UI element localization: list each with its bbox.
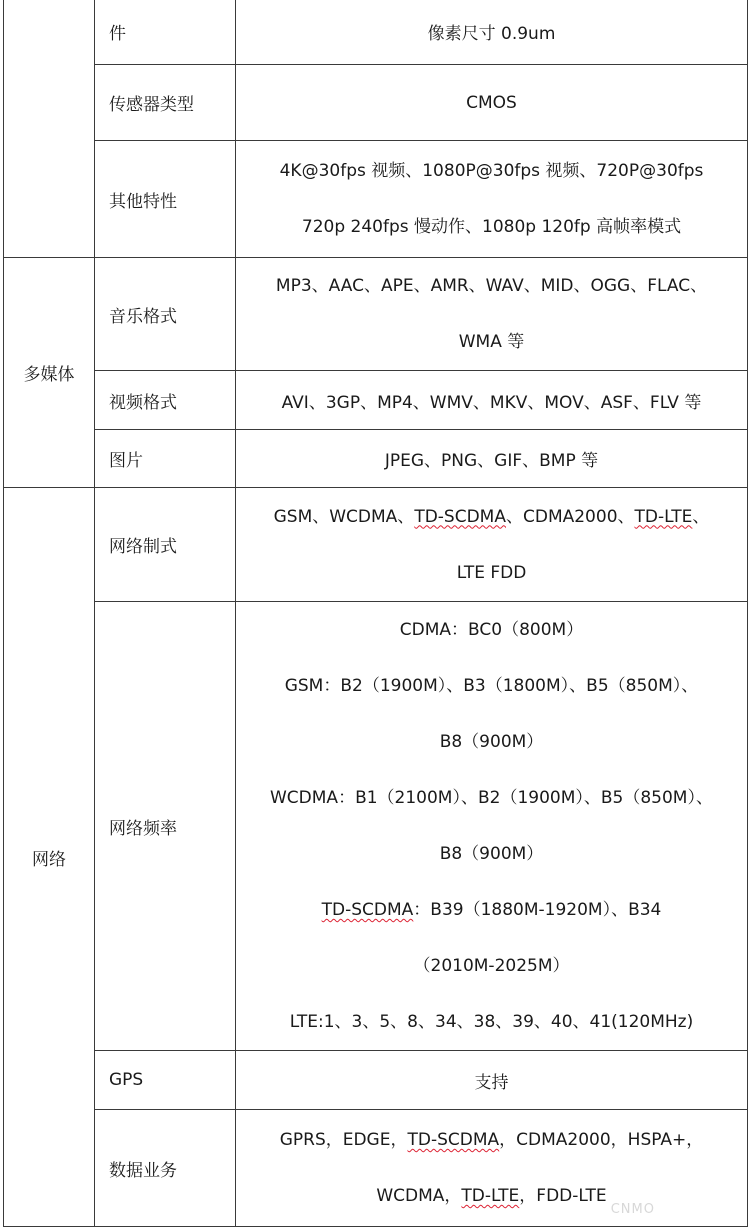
- table-row: [4, 430, 748, 488]
- row-value: 像素尺寸 0.9um: [236, 0, 748, 65]
- category-multimedia: 多媒体: [4, 258, 95, 488]
- value-line: WCDMA，TD-LTE，FDD-LTE: [376, 1186, 607, 1206]
- row-label: 件: [95, 0, 236, 65]
- row-value: 支持: [236, 1051, 748, 1110]
- value-line: CDMA：BC0（800M）: [399, 620, 584, 640]
- row-value: JPEG、PNG、GIF、BMP 等: [236, 430, 748, 488]
- value-line: LTE FDD: [456, 562, 527, 583]
- table-row: [4, 258, 748, 371]
- row-label: 其他特性: [95, 141, 236, 258]
- table-row: [4, 602, 748, 1051]
- row-label: 网络制式: [95, 488, 236, 602]
- value-line: TD-SCDMA：B39（1880M-1920M）、B34: [321, 900, 662, 920]
- table-row: [4, 0, 748, 65]
- row-label: 视频格式: [95, 371, 236, 430]
- value-line: 720p 240fps 慢动作、1080p 120fp 高帧率模式: [301, 217, 682, 237]
- value-line: B8（900M）: [439, 732, 544, 752]
- table-row: [4, 371, 748, 430]
- table-row: [4, 1051, 748, 1110]
- row-label: GPS: [95, 1051, 236, 1110]
- category-network: 网络: [4, 488, 95, 1227]
- value-line: LTE:1、3、5、8、34、38、39、40、41(120MHz): [289, 1012, 694, 1032]
- row-label: 传感器类型: [95, 65, 236, 141]
- value-line: （2010M-2025M）: [413, 956, 570, 976]
- table-row: [4, 141, 748, 258]
- spec-table: [3, 0, 748, 1227]
- value-line: WMA 等: [458, 332, 525, 352]
- row-label: 网络频率: [95, 602, 236, 1051]
- value-line: B8（900M）: [439, 844, 544, 864]
- watermark: CNMO: [610, 1202, 655, 1217]
- row-value: [236, 602, 748, 1051]
- row-value: [236, 1110, 748, 1227]
- row-label: 音乐格式: [95, 258, 236, 371]
- row-value: [236, 141, 748, 258]
- value-line: MP3、AAC、APE、AMR、WAV、MID、OGG、FLAC、: [275, 276, 708, 296]
- row-value: CMOS: [236, 65, 748, 141]
- value-line: 4K@30fps 视频、1080P@30fps 视频、720P@30fps: [279, 161, 704, 181]
- row-value: AVI、3GP、MP4、WMV、MKV、MOV、ASF、FLV 等: [236, 371, 748, 430]
- value-line: WCDMA：B1（2100M）、B2（1900M）、B5（850M）、: [270, 788, 713, 808]
- table-row: [4, 65, 748, 141]
- row-value: [236, 488, 748, 602]
- table-row: [4, 488, 748, 602]
- row-label: 图片: [95, 430, 236, 488]
- value-line: GSM、WCDMA、TD-SCDMA、CDMA2000、TD-LTE、: [273, 506, 710, 527]
- row-label: 数据业务: [95, 1110, 236, 1227]
- value-line: GPRS，EDGE，TD-SCDMA，CDMA2000，HSPA+，: [279, 1130, 704, 1150]
- row-value: [236, 258, 748, 371]
- category-cell-camera: [4, 0, 95, 258]
- value-line: GSM：B2（1900M）、B3（1800M）、B5（850M）、: [284, 676, 699, 696]
